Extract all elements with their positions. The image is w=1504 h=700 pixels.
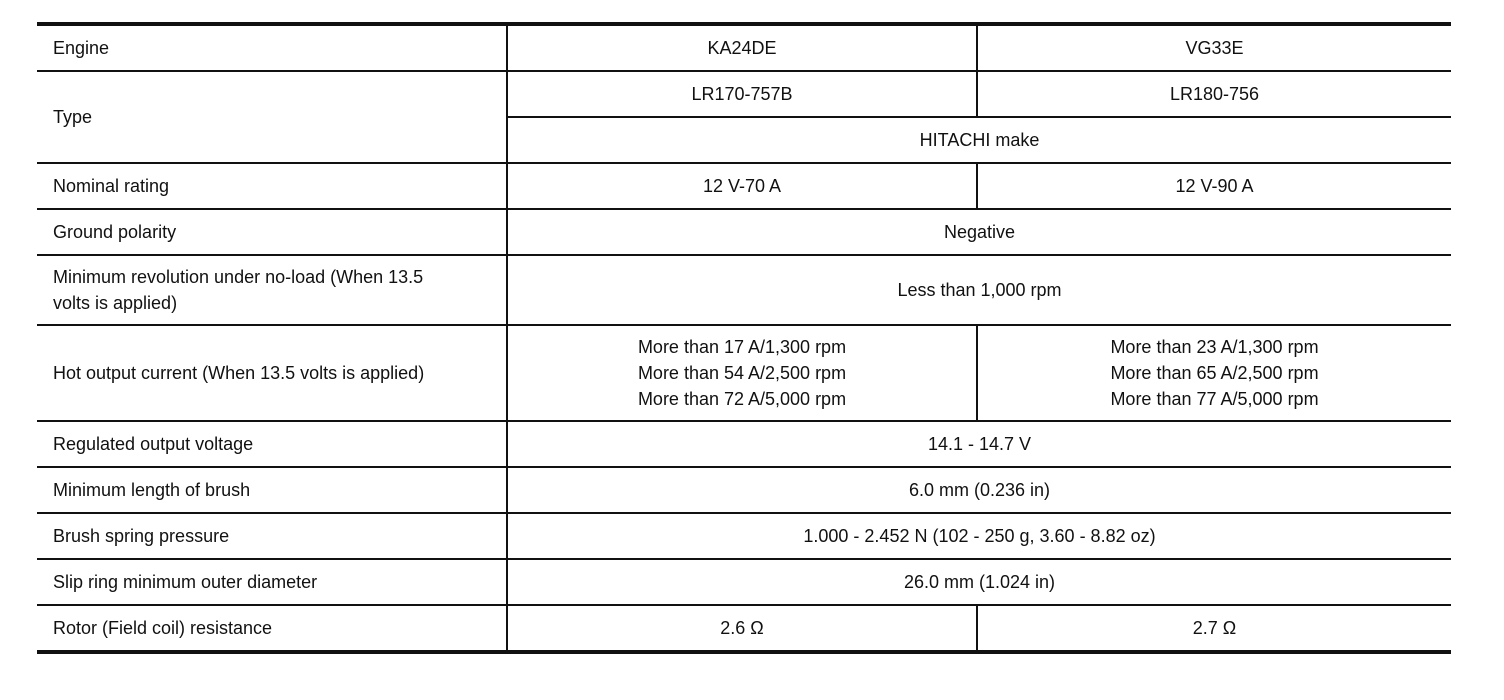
min-revolution-value: Less than 1,000 rpm <box>507 255 1451 325</box>
ground-polarity-value: Negative <box>507 209 1451 255</box>
hot-output-vg33e-line: More than 23 A/1,300 rpm <box>1110 337 1319 357</box>
hot-output-vg33e <box>977 325 1451 421</box>
table-row-min-revolution <box>37 255 1451 325</box>
table-row-slip-ring <box>37 559 1451 605</box>
min-revolution-label-line1: Minimum revolution under no-load (When 13.5 <box>53 267 424 287</box>
regulated-voltage-value: 14.1 - 14.7 V <box>507 421 1451 467</box>
slip-ring-value: 26.0 mm (1.024 in) <box>507 559 1451 605</box>
hot-output-vg33e-line: More than 65 A/2,500 rpm <box>1110 363 1319 383</box>
type-ka24de: LR170-757B <box>507 71 977 117</box>
slip-ring-label: Slip ring minimum outer diameter <box>37 559 507 605</box>
engine-label: Engine <box>37 24 507 71</box>
brush-spring-value: 1.000 - 2.452 N (102 - 250 g, 3.60 - 8.82 oz) <box>507 513 1451 559</box>
min-revolution-label-line2: volts is applied) <box>53 293 178 313</box>
regulated-voltage-label: Regulated output voltage <box>37 421 507 467</box>
min-revolution-label <box>37 255 507 325</box>
rotor-resistance-ka24de: 2.6 Ω <box>507 605 977 652</box>
table-row-regulated-voltage <box>37 421 1451 467</box>
type-vg33e: LR180-756 <box>977 71 1451 117</box>
brush-length-value: 6.0 mm (0.236 in) <box>507 467 1451 513</box>
alternator-spec-table <box>37 22 1451 654</box>
table-row-brush-spring <box>37 513 1451 559</box>
rotor-resistance-vg33e: 2.7 Ω <box>977 605 1451 652</box>
table-row-type <box>37 71 1451 117</box>
table-row-ground-polarity <box>37 209 1451 255</box>
table-row-rotor-resistance <box>37 605 1451 652</box>
nominal-rating-ka24de: 12 V-70 A <box>507 163 977 209</box>
nominal-rating-vg33e: 12 V-90 A <box>977 163 1451 209</box>
engine-ka24de: KA24DE <box>507 24 977 71</box>
hot-output-vg33e-line: More than 77 A/5,000 rpm <box>1110 389 1319 409</box>
type-make: HITACHI make <box>507 117 1451 163</box>
type-label: Type <box>37 71 507 163</box>
hot-output-ka24de-line: More than 54 A/2,500 rpm <box>637 363 847 383</box>
hot-output-ka24de-line: More than 17 A/1,300 rpm <box>637 337 847 357</box>
table-row-nominal-rating <box>37 163 1451 209</box>
brush-spring-label: Brush spring pressure <box>37 513 507 559</box>
brush-length-label: Minimum length of brush <box>37 467 507 513</box>
table-row-brush-length <box>37 467 1451 513</box>
hot-output-ka24de-line: More than 72 A/5,000 rpm <box>637 389 847 409</box>
hot-output-ka24de <box>507 325 977 421</box>
hot-output-label: Hot output current (When 13.5 volts is applied) <box>37 325 507 421</box>
table-row-hot-output <box>37 325 1451 421</box>
rotor-resistance-label: Rotor (Field coil) resistance <box>37 605 507 652</box>
ground-polarity-label: Ground polarity <box>37 209 507 255</box>
table-row-engine <box>37 24 1451 71</box>
nominal-rating-label: Nominal rating <box>37 163 507 209</box>
engine-vg33e: VG33E <box>977 24 1451 71</box>
